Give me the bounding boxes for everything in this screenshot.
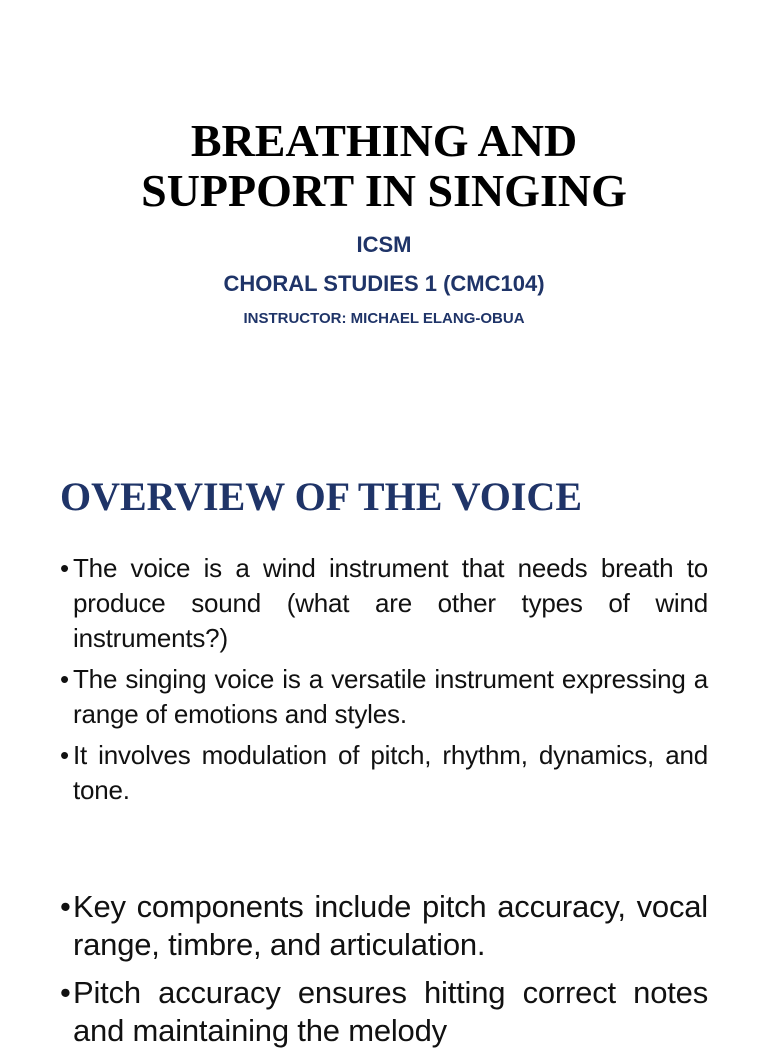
- bullet-dot: •: [60, 975, 71, 1010]
- bullet-list-overview: [60, 551, 708, 814]
- bullet-item: [60, 974, 708, 1050]
- instructor-label: INSTRUCTOR: MICHAEL ELANG-OBUA: [243, 310, 525, 327]
- section-heading: OVERVIEW OF THE VOICE: [60, 474, 582, 519]
- bullet-text: It involves modulation of pitch, rhythm, dynamics, and tone.: [73, 740, 708, 805]
- bullet-text: Pitch accuracy ensures hitting correct notes and maintaining the melody: [73, 975, 708, 1048]
- bullet-text: The singing voice is a versatile instrument expressing a range of emotions and styles.: [73, 664, 708, 729]
- slide-title: [0, 116, 768, 216]
- bullet-dot: •: [60, 664, 69, 694]
- bullet-text: The voice is a wind instrument that needs breath to produce sound (what are other types of wind instruments?): [73, 553, 708, 653]
- bullet-dot: •: [60, 740, 69, 770]
- slide-title-line-2: SUPPORT IN SINGING: [141, 165, 627, 216]
- bullet-item: [60, 662, 708, 732]
- slide-title-line-1: BREATHING AND: [190, 115, 578, 166]
- bullet-item: [60, 738, 708, 808]
- bullet-item: [60, 551, 708, 656]
- course-label: CHORAL STUDIES 1 (CMC104): [223, 271, 545, 296]
- bullet-dot: •: [60, 553, 69, 583]
- bullet-text: Key components include pitch accuracy, vocal range, timbre, and articulation.: [73, 889, 708, 962]
- bullet-list-components: [60, 888, 708, 1060]
- bullet-dot: •: [60, 889, 71, 924]
- bullet-item: [60, 888, 708, 964]
- organization-label: ICSM: [356, 232, 412, 257]
